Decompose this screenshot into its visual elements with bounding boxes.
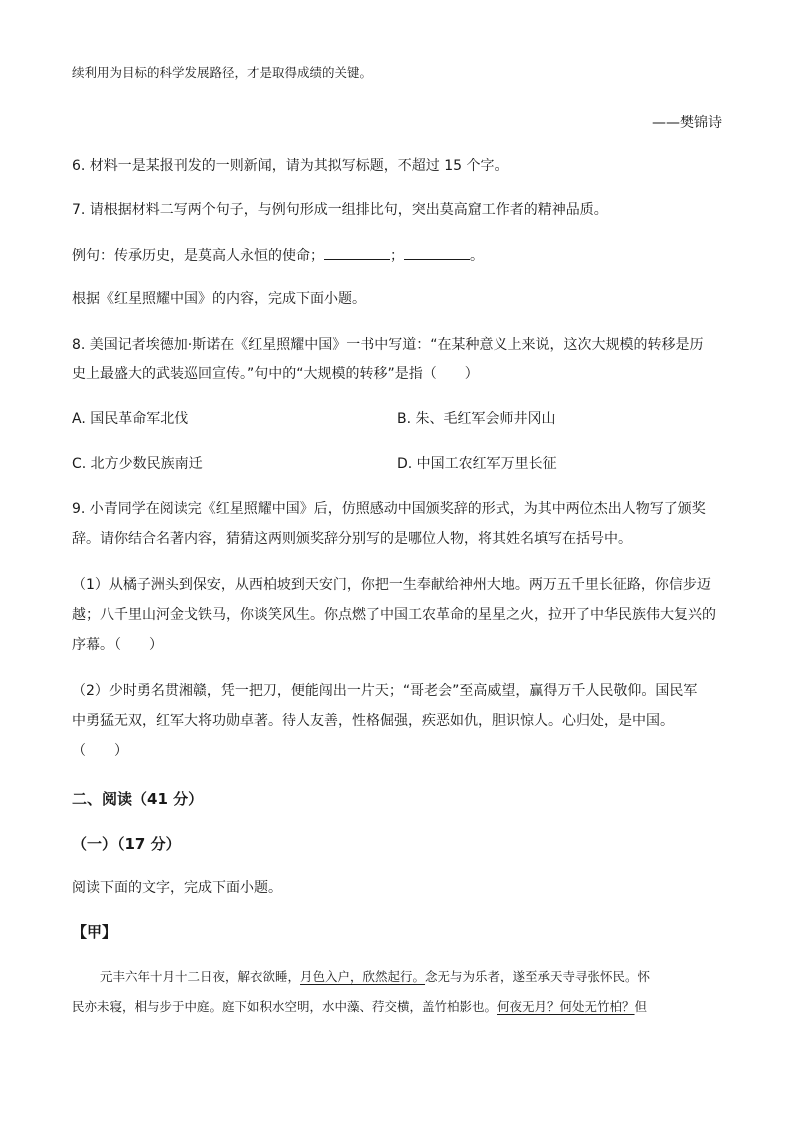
part-2-heading: 二、阅读（41 分） bbox=[72, 790, 204, 808]
award-1-line1: （1）从橘子洲头到保安，从西柏坡到天安门，你把一生奉献给神州大地。两万五千里长征路，你信步迈 bbox=[72, 577, 711, 593]
passage-line1: 元丰六年十月十二日夜，解衣欲睡，月色入户，欣然起行。念无与为乐者，遂至承天寺寻张怀民。怀 bbox=[100, 969, 651, 984]
intro-tail: 续利用为目标的科学发展路径，才是取得成绩的关键。 bbox=[72, 65, 373, 80]
award-1-line3: 序幕。（ ） bbox=[72, 637, 163, 653]
underlined-phrase-2: 何夜无月？何处无竹柏？ bbox=[497, 999, 635, 1014]
question-9-line1: 9. 小青同学在阅读完《红星照耀中国》后，仿照感动中国颁奖辞的形式，为其中两位杰出人物写了颁奖 bbox=[72, 501, 706, 517]
section-intro: 根据《红星照耀中国》的内容，完成下面小题。 bbox=[72, 291, 366, 307]
reading-intro: 阅读下面的文字，完成下面小题。 bbox=[72, 880, 282, 896]
option-d[interactable]: D. 中国工农红军万里长征 bbox=[397, 456, 557, 472]
example-end: 。 bbox=[470, 248, 484, 264]
option-b[interactable]: B. 朱、毛红军会师井冈山 bbox=[397, 411, 556, 427]
passage-jia-label: 【甲】 bbox=[72, 923, 118, 941]
subsection-1-heading: （一）（17 分） bbox=[72, 835, 181, 853]
question-8-line2: 史上最盛大的武装巡回宣传。”句中的“大规模的转移”是指（ ） bbox=[72, 366, 479, 382]
example-prefix: 例句：传承历史，是莫高人永恒的使命； bbox=[72, 248, 324, 264]
example-sep: ； bbox=[390, 248, 404, 264]
question-6: 6. 材料一是某报刊发的一则新闻，请为其拟写标题，不超过 15 个字。 bbox=[72, 158, 509, 174]
option-a[interactable]: A. 国民革命军北伐 bbox=[72, 411, 189, 427]
option-c[interactable]: C. 北方少数民族南迁 bbox=[72, 456, 203, 472]
question-7: 7. 请根据材料二写两个句子，与例句形成一组排比句，突出莫高窟工作者的精神品质。 bbox=[72, 202, 608, 218]
question-9-line2: 辞。请你结合名著内容，猜猜这两则颁奖辞分别写的是哪位人物，将其姓名填写在括号中。 bbox=[72, 531, 632, 547]
attribution: ——樊锦诗 bbox=[652, 115, 722, 131]
example-sentence bbox=[72, 246, 484, 265]
award-2-line3: （ ） bbox=[72, 743, 128, 759]
question-8-line1: 8. 美国记者埃德加·斯诺在《红星照耀中国》一书中写道：“在某种意义上来说，这次大规模的转移是历 bbox=[72, 337, 704, 353]
answer-blank-1[interactable] bbox=[324, 246, 390, 260]
award-2-line2: 中勇猛无双，红军大将功勋卓著。待人友善，性格倔强，疾恶如仇，胆识惊人。心归处，是中国。 bbox=[72, 713, 674, 729]
passage-line2: 民亦未寝，相与步于中庭。庭下如积水空明，水中藻、荇交横，盖竹柏影也。何夜无月？何处无竹柏？但 bbox=[72, 999, 648, 1014]
answer-blank-2[interactable] bbox=[404, 246, 470, 260]
award-2-line1: （2）少时勇名贯湘赣，凭一把刀，便能闯出一片天；“哥老会”至高威望，赢得万千人民敬仰。国民军 bbox=[72, 683, 698, 699]
award-1-line2: 越；八千里山河金戈铁马，你谈笑风生。你点燃了中国工农革命的星星之火，拉开了中华民族伟大复兴的 bbox=[72, 607, 716, 623]
underlined-phrase-1: 月色入户，欣然起行。 bbox=[300, 969, 426, 984]
